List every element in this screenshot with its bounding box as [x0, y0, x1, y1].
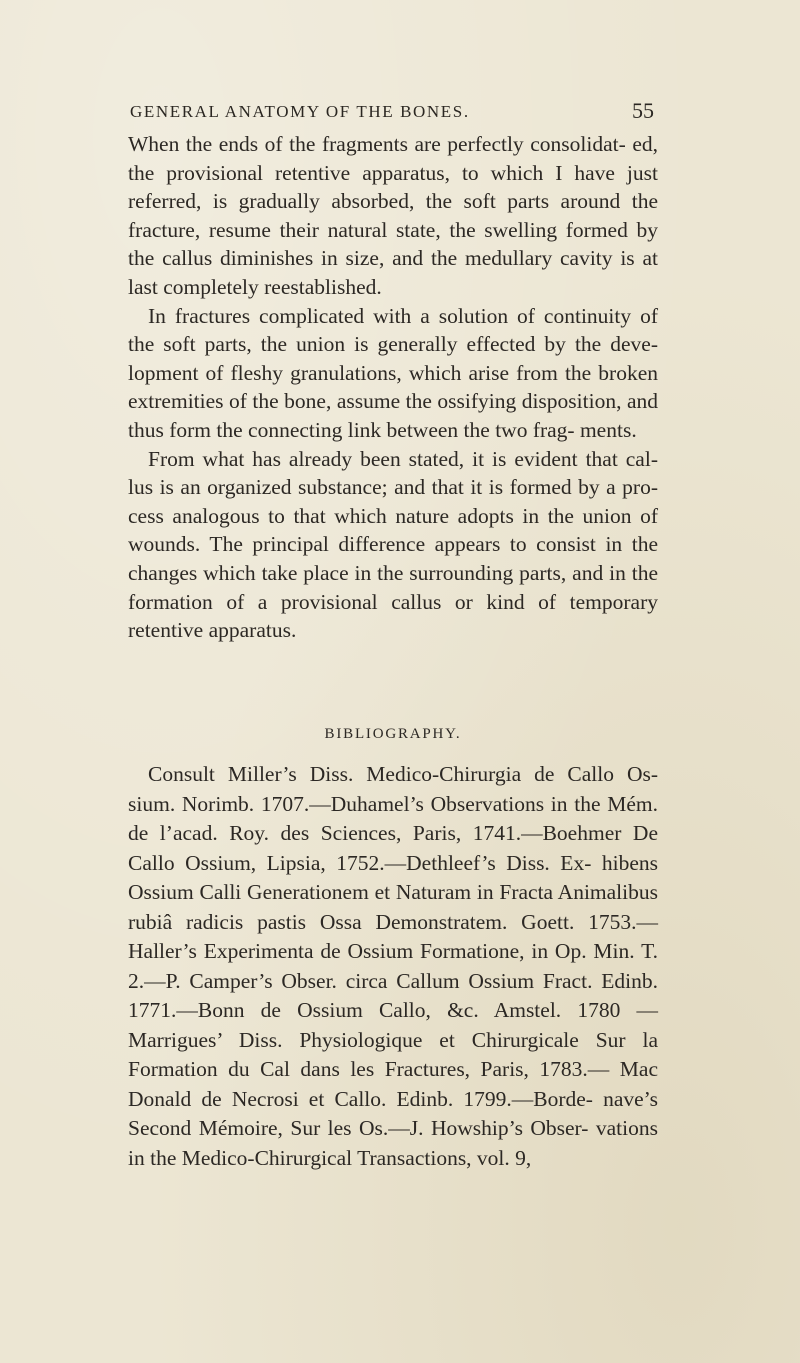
page-header — [128, 100, 658, 126]
body-text — [128, 130, 658, 645]
bibliography-heading: BIBLIOGRAPHY. — [324, 726, 462, 742]
bibliography-text: Consult Miller’s Diss. Medico-Chirurgia de Callo Os- sium. Norimb. 1707.—Duhamel’s Observations in the Mém. de l’acad. Roy. des Sciences, Paris, 1741.—Boehmer De Callo Ossium, Lipsia, 1752.—Dethleef’s Diss. Ex- hibens Ossium Calli Generationem et Naturam in Fracta Animalibus rubiâ radicis pastis Ossa Demonstratem. Goett. 1753.—Haller’s Experimenta de Ossium Formatione, in Op. Min. T. 2.—P. Camper’s Obser. circa Callum Ossium Fract. Edinb. 1771.—Bonn de Ossium Callo, &c. Amstel. 1780 —Marrigues’ Diss. Physiologique et Chirurgicale Sur la Formation du Cal dans les Fractures, Paris, 1783.— Mac Donald de Necrosi et Callo. Edinb. 1799.—Borde- nave’s Second Mémoire, Sur les Os.—J. Howship’s Obser- vations in the Medico-Chirurgical Transactions, vol. 9, — [128, 762, 658, 1170]
paragraph: When the ends of the fragments are perfectly consolidat- ed, the provisional retentive apparatus, to which I have just referred, is gradually absorbed, the soft parts around the fracture, resume their natural state, the swelling formed by the callus diminishes in size, and the medullary cavity is at last completely reestablished. — [128, 132, 658, 299]
paragraph: From what has already been stated, it is evident that cal- lus is an organized substance; and that it is formed by a pro- cess analogous to that which nature adopts in the union of wounds. The principal difference appears to consist in the changes which take place in the surrounding parts, and in the formation of a provisional callus or kind of temporary retentive apparatus. — [128, 446, 658, 643]
page-number: 55 — [632, 98, 654, 123]
running-head: GENERAL ANATOMY OF THE BONES. — [130, 102, 470, 121]
paragraph: In fractures complicated with a solution of continuity of the soft parts, the union is generally effected by the deve- lopment of fleshy granulations, which arise from the broken extremities of the bone, assume the ossifying disposition, and thus form the connecting link between the two frag- ments. — [128, 303, 658, 442]
bibliography-section — [128, 760, 658, 1173]
